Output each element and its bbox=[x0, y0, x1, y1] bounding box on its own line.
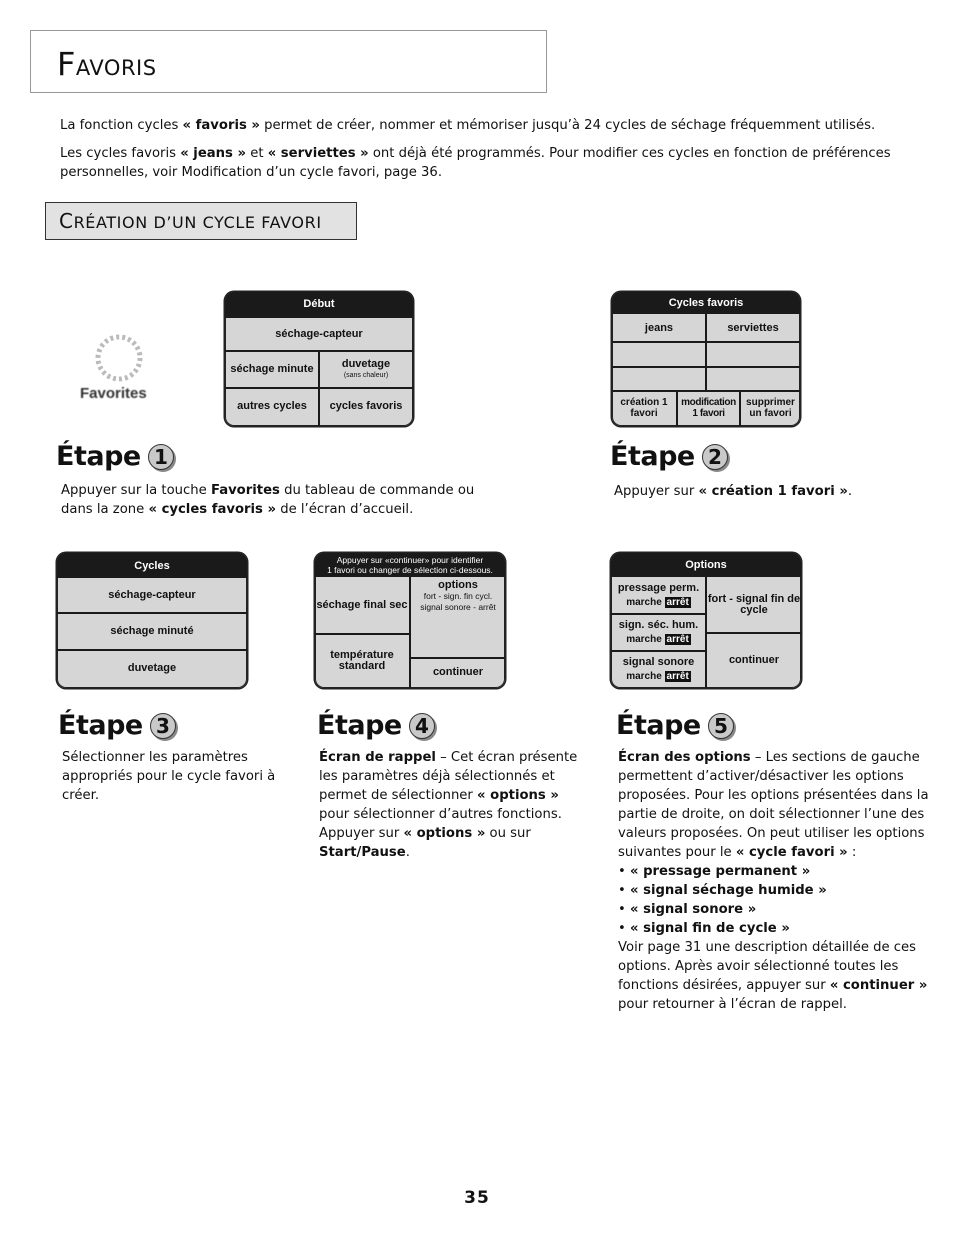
step-2-heading: Étape 2 bbox=[610, 441, 728, 472]
cycle-air-fluff[interactable]: duvetage bbox=[127, 662, 177, 674]
screen-header: Options bbox=[611, 553, 801, 577]
option-other-cycles[interactable]: autres cycles bbox=[237, 399, 307, 412]
option-sensor-dry[interactable]: séchage-capteur bbox=[275, 327, 363, 340]
screen-recall bbox=[315, 553, 505, 688]
step-1-text: Appuyer sur la touche Favorites du tableau de commande ou dans la zone « cycles favoris » de l’écran d’accueil. bbox=[61, 483, 475, 517]
step-1-heading: Étape 1 bbox=[56, 441, 174, 472]
step-5-text: Écran des options – Les sections de gauche permettent d’activer/désactiver les options proposées. Pour les options présentées dans la partie de droite, on doit sélectionner l’une des valeurs proposées. On peut utiliser les options suivantes pour le « cycle favori » : • « pressage permanent » • « signal séchage humide » • « signal sonore » • « signal fin de cycle » Voir page 31 une description détaillée de ces options. Après avoir sélectionné toutes les fonctions désirées, appuyer sur « continuer » pour retourner à l’écran de rappel. bbox=[618, 750, 929, 1012]
option-perm-press[interactable]: pressage perm. marche arrêt bbox=[617, 581, 700, 608]
intro-paragraph-1: La fonction cycles « favoris » permet de créer, nommer et mémoriser jusqu’à 24 cycles de séchage fréquemment utilisés. bbox=[60, 118, 876, 133]
step-5-heading: Étape 5 bbox=[616, 710, 734, 741]
favorite-jeans[interactable]: jeans bbox=[644, 321, 674, 334]
screen-header: Cycles favoris bbox=[612, 292, 800, 314]
create-favorite-button[interactable]: création 1 favori bbox=[620, 397, 668, 419]
option-time-dry[interactable]: séchage minute bbox=[230, 363, 314, 375]
favorites-key[interactable] bbox=[78, 328, 168, 408]
step-3-text: Sélectionner les paramètres appropriés pour le cycle favori à créer. bbox=[62, 750, 276, 803]
continue-button[interactable]: continuer bbox=[728, 653, 780, 666]
setting-temperature[interactable]: température standard bbox=[330, 648, 394, 672]
cycle-sensor-dry[interactable]: séchage-capteur bbox=[108, 588, 196, 601]
page-number: 35 bbox=[464, 1188, 490, 1208]
favorites-key-ring-icon bbox=[78, 328, 168, 388]
option-favorite-cycles[interactable]: cycles favoris bbox=[329, 399, 403, 412]
screen-header: Début bbox=[225, 292, 413, 318]
option-damp-dry-signal[interactable]: sign. séc. hum. marche arrêt bbox=[618, 619, 699, 645]
screen-header: Cycles bbox=[57, 553, 247, 578]
step-2-text: Appuyer sur « création 1 favori ». bbox=[614, 484, 853, 499]
cycle-time-dry[interactable]: séchage minuté bbox=[110, 625, 194, 637]
option-air-fluff[interactable]: duvetage (sans chaleur) bbox=[341, 357, 391, 379]
screen-options bbox=[611, 553, 801, 688]
screen-cycles bbox=[57, 553, 247, 688]
screen-start bbox=[225, 292, 413, 426]
modify-favorite-button[interactable]: modification 1 favori bbox=[681, 397, 736, 419]
step-4-heading: Étape 4 bbox=[317, 710, 435, 741]
step-3-heading: Étape 3 bbox=[58, 710, 176, 741]
option-signal-volume[interactable]: signal sonore marche arrêt bbox=[622, 656, 695, 682]
section-title: CRÉATION D’UN CYCLE FAVORI bbox=[59, 209, 322, 233]
screen-header: Appuyer sur «continuer» pour identifier 1 favori ou changer de sélection ci-dessous. bbox=[315, 553, 505, 577]
favorites-key-label: Favorites bbox=[80, 385, 147, 402]
option-end-of-cycle-signal[interactable]: fort - signal fin de cycle bbox=[707, 593, 801, 616]
intro-paragraph-2: Les cycles favoris « jeans » et « serviettes » ont déjà été programmés. Pour modifier ces cycles en fonction de préférences personnelles, voir Modification d’un cycle favori, page 36. bbox=[60, 146, 891, 180]
page-title: FAVORIS bbox=[57, 45, 157, 83]
continue-button[interactable]: continuer bbox=[432, 666, 484, 678]
screen-favorite-cycles bbox=[612, 292, 800, 426]
delete-favorite-button[interactable]: supprimer un favori bbox=[746, 397, 795, 419]
step-4-text: Écran de rappel – Cet écran présente les paramètres déjà sélectionnés et permet de sélectionner « options » pour sélectionner d’autres fonctions. Appuyer sur « options » ou sur Start/Pause. bbox=[319, 750, 578, 860]
setting-dryness[interactable]: séchage final sec bbox=[316, 598, 408, 611]
page-title-box bbox=[30, 30, 547, 93]
favorite-towels[interactable]: serviettes bbox=[727, 321, 779, 334]
section-title-box bbox=[45, 202, 357, 240]
options-button[interactable]: options fort - sign. fin cycl. signal sonore - arrêt bbox=[420, 579, 496, 612]
